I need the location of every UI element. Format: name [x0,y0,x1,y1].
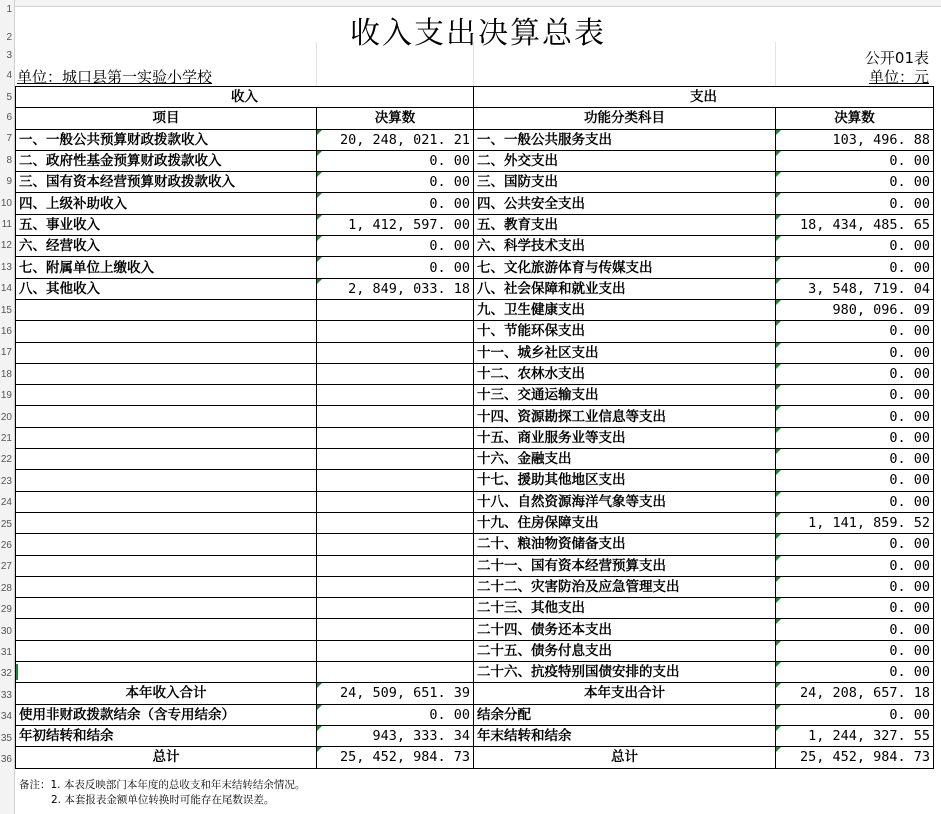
row-number[interactable]: 3 [6,50,12,61]
expense-amount-cell[interactable]: 0. 00 [776,150,934,171]
table-row [16,491,934,512]
income-amount-cell[interactable] [317,576,474,597]
summary-row [16,704,934,725]
income-amount-cell[interactable]: 0. 00 [317,257,474,278]
summary-expense-label[interactable]: 总计 [474,747,776,768]
row-number[interactable]: 24 [0,497,12,509]
table-row [16,534,934,555]
income-amount-cell[interactable] [317,470,474,491]
income-header: 收入 [16,87,474,108]
row-number[interactable]: 33 [0,689,12,701]
row-header-column [0,0,15,814]
income-amount-cell[interactable] [317,512,474,533]
table-row [16,236,934,257]
income-item-cell[interactable] [16,491,317,512]
table-row [16,576,934,597]
row-number[interactable]: 32 [0,668,12,680]
income-amount-cell[interactable] [317,342,474,363]
summary-expense-label[interactable]: 本年支出合计 [474,683,776,704]
header-row-2 [16,108,934,129]
income-expense-table [15,86,934,769]
spreadsheet-sheet [15,0,941,814]
expense-amount-cell[interactable]: 0. 00 [776,534,934,555]
row-number[interactable]: 15 [0,304,12,316]
table-row [16,257,934,278]
summary-income-amount[interactable]: 0. 00 [317,704,474,725]
expense-item-cell[interactable]: 十七、援助其他地区支出 [474,470,776,491]
notes [19,778,305,808]
expense-item-header: 功能分类科目 [474,108,776,129]
income-amount-cell[interactable] [317,491,474,512]
table-row [16,321,934,342]
currency-unit: 单位：元 [868,68,929,86]
report-code: 公开01表 [864,49,929,67]
expense-amount-cell[interactable]: 0. 00 [776,236,934,257]
expense-item-cell[interactable]: 二、外交支出 [474,150,776,171]
row-number[interactable]: 11 [1,219,12,230]
expense-amount-cell[interactable]: 0. 00 [776,598,934,619]
expense-amount-cell[interactable]: 0. 00 [776,257,934,278]
expense-amount-cell[interactable]: 0. 00 [776,662,934,683]
expense-amount-cell[interactable]: 0. 00 [776,576,934,597]
table-row [16,172,934,193]
income-amount-cell[interactable] [317,555,474,576]
summary-expense-amount[interactable]: 24, 208, 657. 18 [776,683,934,704]
expense-item-cell[interactable]: 十五、商业服务业等支出 [474,427,776,448]
expense-amount-cell[interactable]: 0. 00 [776,363,934,384]
row-number[interactable]: 8 [6,154,12,166]
income-item-cell[interactable]: 四、上级补助收入 [16,193,317,214]
report-title: 收入支出决算总表 [350,16,606,51]
row-number[interactable]: 13 [0,261,12,273]
income-amount-cell[interactable] [317,534,474,555]
table-row [16,619,934,640]
expense-amount-cell[interactable]: 0. 00 [776,321,934,342]
income-item-cell[interactable] [16,406,317,427]
expense-item-cell[interactable]: 二十一、国有资本经营预算支出 [474,555,776,576]
expense-amount-cell[interactable]: 0. 00 [776,555,934,576]
income-item-cell[interactable] [16,342,317,363]
expense-amount-cell[interactable]: 0. 00 [776,427,934,448]
expense-item-cell[interactable]: 七、文化旅游体育与传媒支出 [474,257,776,278]
expense-item-cell[interactable]: 二十三、其他支出 [474,598,776,619]
table-row [16,193,934,214]
row-number[interactable]: 21 [0,433,12,444]
income-item-cell[interactable] [16,640,317,661]
income-amount-cell[interactable] [317,427,474,448]
income-amount-cell[interactable] [317,619,474,640]
expense-item-cell[interactable]: 十四、资源勘探工业信息等支出 [474,406,776,427]
income-amount-cell[interactable] [317,363,474,384]
expense-item-cell[interactable]: 十九、住房保障支出 [474,512,776,533]
income-amount-cell[interactable] [317,385,474,406]
table-row [16,555,934,576]
income-item-cell[interactable] [16,427,317,448]
income-item-cell[interactable] [16,598,317,619]
table-row [16,427,934,448]
table-row [16,470,934,491]
header-row-1 [16,87,934,108]
summary-income-amount[interactable]: 24, 509, 651. 39 [317,683,474,704]
expense-item-cell[interactable]: 十一、城乡社区支出 [474,342,776,363]
expense-item-cell[interactable]: 二十六、抗疫特别国债安排的支出 [474,662,776,683]
expense-item-cell[interactable]: 五、教育支出 [474,214,776,235]
row-number[interactable]: 18 [0,368,12,380]
row-number[interactable]: 27 [0,561,12,573]
expense-amount-cell[interactable]: 0. 00 [776,172,934,193]
summary-row [16,747,934,768]
income-item-cell[interactable]: 一、一般公共预算财政拨款收入 [16,129,317,150]
row-number[interactable]: 36 [0,754,12,765]
row-number[interactable]: 22 [0,454,12,466]
table-row [16,598,934,619]
summary-income-label[interactable]: 使用非财政拨款结余（含专用结余） [16,704,317,725]
income-amount-cell[interactable]: 1, 412, 597. 00 [317,214,474,235]
expense-amount-cell[interactable]: 1, 141, 859. 52 [776,512,934,533]
table-row [16,363,934,384]
expense-item-cell[interactable]: 九、卫生健康支出 [474,299,776,320]
income-item-cell[interactable]: 六、经营收入 [16,236,317,257]
row-number[interactable]: 19 [0,390,12,402]
expense-item-cell[interactable]: 十三、交通运输支出 [474,385,776,406]
income-item-cell[interactable]: 三、国有资本经营预算财政拨款收入 [16,172,317,193]
income-amount-cell[interactable] [317,299,474,320]
expense-item-cell[interactable]: 三、国防支出 [474,172,776,193]
table-row [16,150,934,171]
summary-expense-amount[interactable]: 25, 452, 984. 73 [776,747,934,768]
income-item-cell[interactable]: 八、其他收入 [16,278,317,299]
row-number[interactable]: 20 [0,411,12,423]
expense-item-cell[interactable]: 一、一般公共服务支出 [474,129,776,150]
row-number[interactable]: 25 [0,518,12,530]
expense-amount-cell[interactable]: 0. 00 [776,640,934,661]
summary-expense-amount[interactable]: 1, 244, 327. 55 [776,725,934,746]
expense-amount-cell[interactable]: 103, 496. 88 [776,129,934,150]
row-number[interactable]: 16 [0,326,12,337]
row-number[interactable]: 34 [0,711,12,723]
expense-amount-cell[interactable]: 18, 434, 485. 65 [776,214,934,235]
income-item-cell[interactable] [16,363,317,384]
table-row [16,406,934,427]
income-item-cell[interactable] [16,555,317,576]
expense-item-cell[interactable]: 十二、农林水支出 [474,363,776,384]
income-amount-cell[interactable]: 20, 248, 021. 21 [317,129,474,150]
income-item-cell[interactable]: 二、政府性基金预算财政拨款收入 [16,150,317,171]
table-row [16,214,934,235]
expense-item-cell[interactable]: 二十五、债务付息支出 [474,640,776,661]
expense-amount-cell[interactable]: 0. 00 [776,449,934,470]
expense-amount-cell[interactable]: 0. 00 [776,193,934,214]
table-row [16,449,934,470]
expense-header: 支出 [474,87,934,108]
expense-item-cell[interactable]: 十八、自然资源海洋气象等支出 [474,491,776,512]
row-number[interactable]: 17 [0,347,12,359]
note-line-2: 2. 本套报表金额单位转换时可能存在尾数误差。 [51,794,275,806]
income-amount-cell[interactable] [317,321,474,342]
summary-expense-label[interactable]: 年末结转和结余 [474,725,776,746]
summary-income-label[interactable]: 本年收入合计 [16,683,317,704]
gridline [473,42,474,86]
expense-item-cell[interactable]: 四、公共安全支出 [474,193,776,214]
row-number[interactable]: 30 [0,625,12,637]
income-amount-cell[interactable] [317,598,474,619]
row-number[interactable]: 2 [6,32,12,43]
row-number[interactable]: 26 [0,540,12,551]
expense-amount-cell[interactable]: 0. 00 [776,470,934,491]
table-row [16,342,934,363]
income-amount-cell[interactable]: 0. 00 [317,236,474,257]
income-item-cell[interactable] [16,576,317,597]
row-number[interactable]: 14 [0,283,12,295]
row-number[interactable]: 4 [6,70,12,81]
note-line-1: 备注：1. 本表反映部门本年度的总收支和年末结转结余情况。 [19,779,306,791]
income-amount-cell[interactable]: 0. 00 [317,150,474,171]
expense-amount-cell[interactable]: 0. 00 [776,619,934,640]
expense-amount-cell[interactable]: 0. 00 [776,406,934,427]
income-item-cell[interactable]: 五、事业收入 [16,214,317,235]
summary-row [16,725,934,746]
row-number[interactable]: 5 [6,92,12,103]
table-row [16,278,934,299]
income-item-header: 项目 [16,108,317,129]
expense-amount-cell[interactable]: 0. 00 [776,342,934,363]
summary-expense-amount[interactable]: 0. 00 [776,704,934,725]
income-item-cell[interactable] [16,662,317,683]
row-number[interactable]: 9 [6,176,12,188]
gridline [775,42,776,86]
expense-item-cell[interactable]: 十、节能环保支出 [474,321,776,342]
expense-item-cell[interactable]: 十六、金融支出 [474,449,776,470]
row-number[interactable]: 31 [0,647,12,658]
row-number[interactable]: 35 [0,732,12,744]
row-number[interactable]: 10 [0,197,12,209]
expense-item-cell[interactable]: 六、科学技术支出 [474,236,776,257]
income-item-cell[interactable] [16,321,317,342]
income-amount-cell[interactable]: 0. 00 [317,193,474,214]
summary-income-label[interactable]: 年初结转和结余 [16,725,317,746]
income-amount-cell[interactable] [317,449,474,470]
income-amount-cell[interactable]: 2, 849, 033. 18 [317,278,474,299]
summary-income-label[interactable]: 总计 [16,747,317,768]
income-item-cell[interactable] [16,449,317,470]
summary-income-amount[interactable]: 943, 333. 34 [317,725,474,746]
row-number[interactable]: 28 [0,582,12,594]
unit-name: 单位：城口县第一实验小学校 [17,68,213,86]
income-item-cell[interactable] [16,385,317,406]
expense-item-cell[interactable]: 二十四、债务还本支出 [474,619,776,640]
expense-item-cell[interactable]: 八、社会保障和就业支出 [474,278,776,299]
table-row [16,385,934,406]
row-number[interactable]: 1 [6,4,12,15]
table-row [16,640,934,661]
income-amount-cell[interactable] [317,406,474,427]
expense-item-cell[interactable]: 二十二、灾害防治及应急管理支出 [474,576,776,597]
expense-amount-cell[interactable]: 980, 096. 09 [776,299,934,320]
expense-amount-cell[interactable]: 3, 548, 719. 04 [776,278,934,299]
income-amount-cell[interactable]: 0. 00 [317,172,474,193]
summary-row [16,683,934,704]
row-number[interactable]: 12 [0,240,12,252]
expense-amount-cell[interactable]: 0. 00 [776,385,934,406]
row-number[interactable]: 6 [6,112,12,123]
income-item-cell[interactable] [16,470,317,491]
table-row [16,662,934,683]
expense-item-cell[interactable]: 二十、粮油物资储备支出 [474,534,776,555]
table-row [16,129,934,150]
summary-expense-label[interactable]: 结余分配 [474,704,776,725]
income-amount-cell[interactable] [317,640,474,661]
income-item-cell[interactable] [16,619,317,640]
income-item-cell[interactable]: 七、附属单位上缴收入 [16,257,317,278]
income-item-cell[interactable] [16,299,317,320]
expense-amount-cell[interactable]: 0. 00 [776,491,934,512]
income-amount-cell[interactable] [317,662,474,683]
income-item-cell[interactable] [16,534,317,555]
gridline [316,42,317,86]
row-number[interactable]: 29 [0,604,12,616]
table-row [16,299,934,320]
table-row [16,512,934,533]
column-header-strip [15,0,941,7]
income-item-cell[interactable] [16,512,317,533]
income-amount-header: 决算数 [317,108,474,129]
expense-amount-header: 决算数 [776,108,934,129]
row-number[interactable]: 7 [6,133,12,145]
row-number[interactable]: 23 [0,475,12,487]
summary-income-amount[interactable]: 25, 452, 984. 73 [317,747,474,768]
